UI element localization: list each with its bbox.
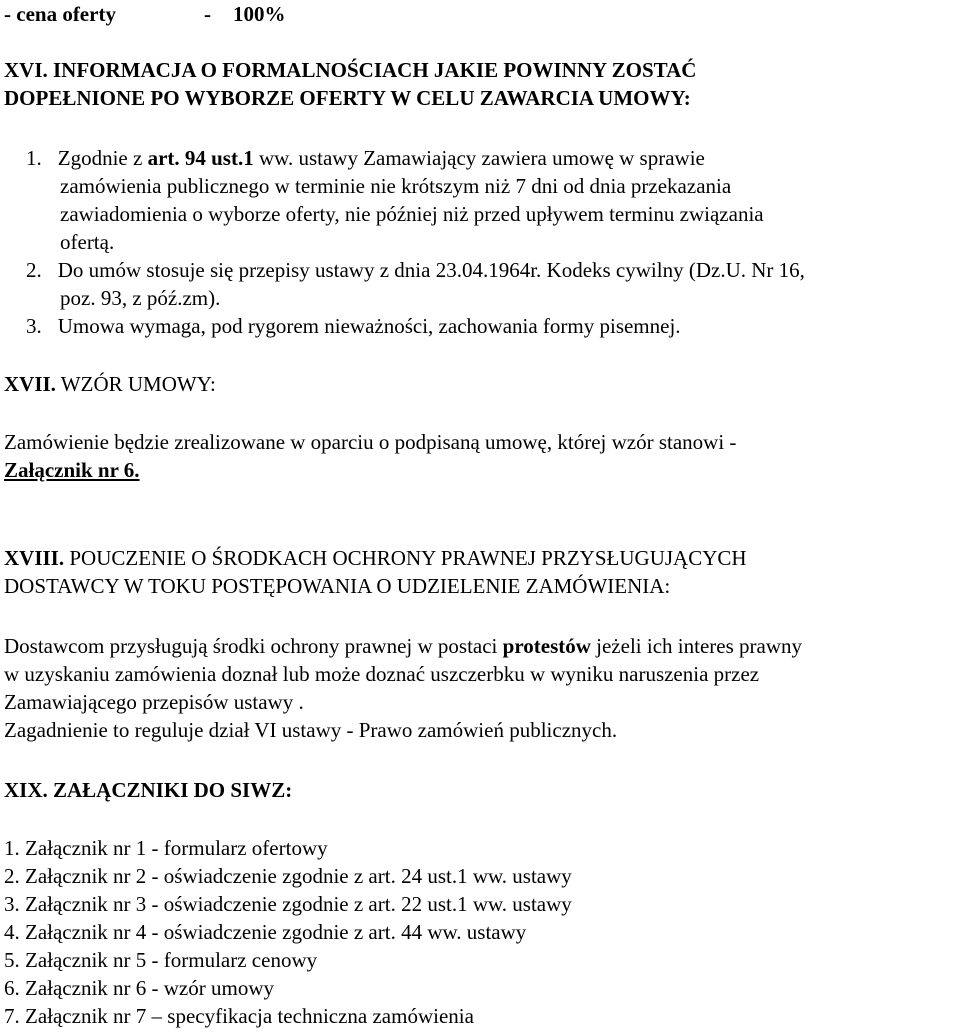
section-18-paragraph-line-4: Zagadnienie to reguluje dział VI ustawy - Prawo zamówień publicznych. <box>4 718 618 742</box>
section-16-item-1-line-4: ofertą. <box>60 230 115 254</box>
section-16-title-line-1: XVI. INFORMACJA O FORMALNOŚCIACH JAKIE POWINNY ZOSTAĆ <box>4 58 697 82</box>
price-label: - cena oferty <box>4 2 116 26</box>
item-1-article-ref: art. 94 ust.1 <box>147 146 254 170</box>
section-18-numeral: XVIII. <box>4 546 65 570</box>
section-18-paragraph-line-3: Zamawiającego przepisów ustawy . <box>4 690 304 714</box>
attachment-list-item: 2. Załącznik nr 2 - oświadczenie zgodnie z art. 24 ust.1 ww. ustawy <box>4 864 572 888</box>
attachment-list-item: 6. Załącznik nr 6 - wzór umowy <box>4 976 274 1000</box>
item-2-line-1: Do umów stosuje się przepisy ustawy z dnia 23.04.1964r. Kodeks cywilny (Dz.U. Nr 16, <box>57 258 805 282</box>
section-16-item-2-line-2: poz. 93, z póź.zm). <box>60 286 221 310</box>
section-17-numeral: XVII. <box>4 372 56 396</box>
price-dash: - <box>203 2 211 26</box>
section-18-title-line-1 <box>4 544 747 572</box>
attachment-list-item: 4. Załącznik nr 4 - oświadczenie zgodnie z art. 44 ww. ustawy <box>4 920 527 944</box>
item-2-number: 2. <box>26 258 42 282</box>
attachment-list-item: 5. Załącznik nr 5 - formularz cenowy <box>4 948 318 972</box>
section-17-attachment-ref: Załącznik nr 6. <box>4 458 140 482</box>
section-18-protests-term: protestów <box>502 634 591 658</box>
section-19-title: XIX. ZAŁĄCZNIKI DO SIWZ: <box>4 778 293 802</box>
price-criterion-line <box>4 0 285 28</box>
attachment-list-item: 1. Załącznik nr 1 - formularz ofertowy <box>4 836 328 860</box>
attachment-list-item: 7. Załącznik nr 7 – specyfikacja techniczna zamówienia <box>4 1004 474 1028</box>
section-18-title-text: POUCZENIE O ŚRODKACH OCHRONY PRAWNEJ PRZYSŁUGUJĄCYCH <box>64 546 747 570</box>
section-16-item-1-line-3: zawiadomienia o wyborze oferty, nie później niż przed upływem terminu związania <box>60 202 764 226</box>
item-3-number: 3. <box>26 314 42 338</box>
section-17-title <box>4 370 216 398</box>
item-1-prefix: Zgodnie z <box>57 146 148 170</box>
section-16-title-line-2: DOPEŁNIONE PO WYBORZE OFERTY W CELU ZAWARCIA UMOWY: <box>4 86 691 110</box>
item-3-line-1: Umowa wymaga, pod rygorem nieważności, zachowania formy pisemnej. <box>57 314 681 338</box>
section-18-title-line-2: DOSTAWCY W TOKU POSTĘPOWANIA O UDZIELENIE ZAMÓWIENIA: <box>4 574 671 598</box>
section-16-item-1 <box>26 144 705 172</box>
attachment-list-item: 3. Załącznik nr 3 - oświadczenie zgodnie z art. 22 ust.1 ww. ustawy <box>4 892 572 916</box>
section-18-para-prefix: Dostawcom przysługują środki ochrony prawnej w postaci <box>4 634 503 658</box>
section-16-item-2 <box>26 256 805 284</box>
section-16-item-1-line-2: zamówienia publicznego w terminie nie krótszym niż 7 dni od dnia przekazania <box>60 174 732 198</box>
price-value: 100% <box>232 2 286 26</box>
section-18-paragraph-line-2: w uzyskaniu zamówienia doznał lub może doznać uszczerbku w wyniku naruszenia przez <box>4 662 760 686</box>
item-1-number: 1. <box>26 146 42 170</box>
section-18-para-rest: jeżeli ich interes prawny <box>590 634 802 658</box>
item-1-rest: ww. ustawy Zamawiający zawiera umowę w sprawie <box>253 146 705 170</box>
section-16-item-3 <box>26 312 681 340</box>
section-18-paragraph-line-1 <box>4 632 802 660</box>
section-17-paragraph-line-1: Zamówienie będzie zrealizowane w oparciu o podpisaną umowę, której wzór stanowi - <box>4 430 737 454</box>
section-17-title-text: WZÓR UMOWY: <box>55 372 216 396</box>
